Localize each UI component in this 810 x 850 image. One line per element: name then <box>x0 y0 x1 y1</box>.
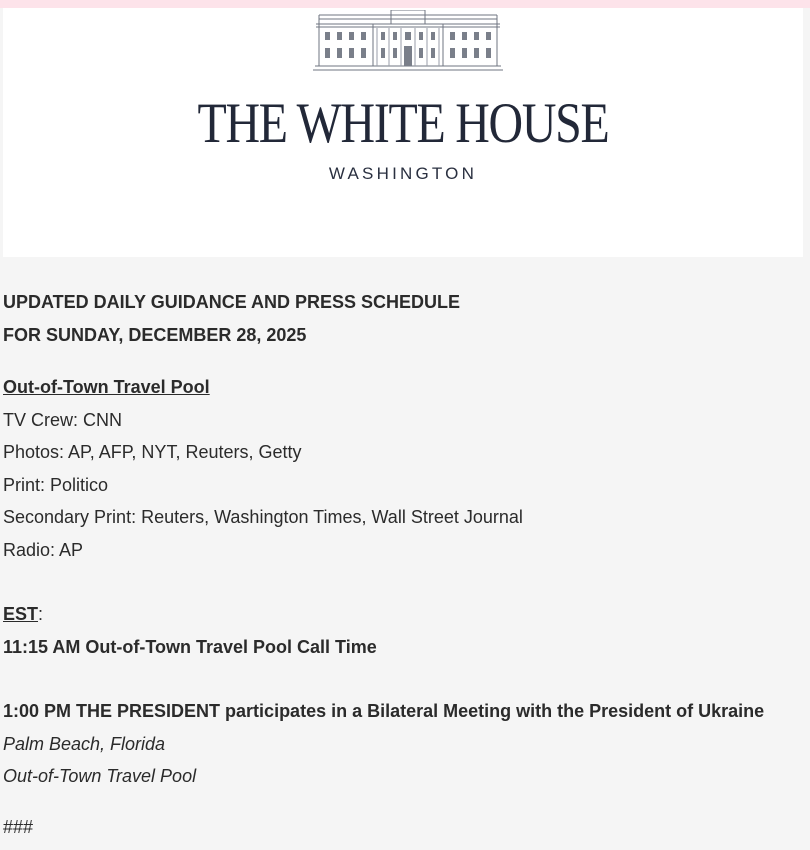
schedule-event-location: Palm Beach, Florida <box>3 733 166 754</box>
pool-item-radio: Radio: AP <box>3 539 84 560</box>
document-heading-line-1: UPDATED DAILY GUIDANCE AND PRESS SCHEDULE <box>3 292 461 312</box>
end-mark: ### <box>3 816 34 837</box>
pool-item-tv: TV Crew: CNN <box>3 409 123 430</box>
schedule-call-time: 11:15 AM Out-of-Town Travel Pool Call Time <box>3 636 377 657</box>
schedule-event-title: 1:00 PM THE PRESIDENT participates in a Bilateral Meeting with the President of Ukraine <box>3 701 765 721</box>
timezone-line <box>3 598 803 631</box>
schedule-event-coverage: Out-of-Town Travel Pool <box>3 766 197 786</box>
letterhead-title: THE WHITE HOUSE <box>197 92 609 155</box>
document-heading-line-2: FOR SUNDAY, DECEMBER 28, 2025 <box>3 324 307 345</box>
white-house-building-icon <box>311 10 505 72</box>
pool-item-secondary-print: Secondary Print: Reuters, Washington Times, Wall Street Journal <box>3 507 523 527</box>
timezone-label: EST <box>3 604 39 624</box>
letterhead <box>3 8 803 257</box>
pool-section-title: Out-of-Town Travel Pool <box>3 377 210 397</box>
timezone-suffix: : <box>38 604 44 624</box>
top-accent-bar <box>0 0 810 8</box>
letterhead-subtitle: WASHINGTON <box>328 164 478 183</box>
press-schedule-document <box>3 286 803 843</box>
pool-item-photos: Photos: AP, AFP, NYT, Reuters, Getty <box>3 442 302 462</box>
pool-item-print: Print: Politico <box>3 474 109 495</box>
